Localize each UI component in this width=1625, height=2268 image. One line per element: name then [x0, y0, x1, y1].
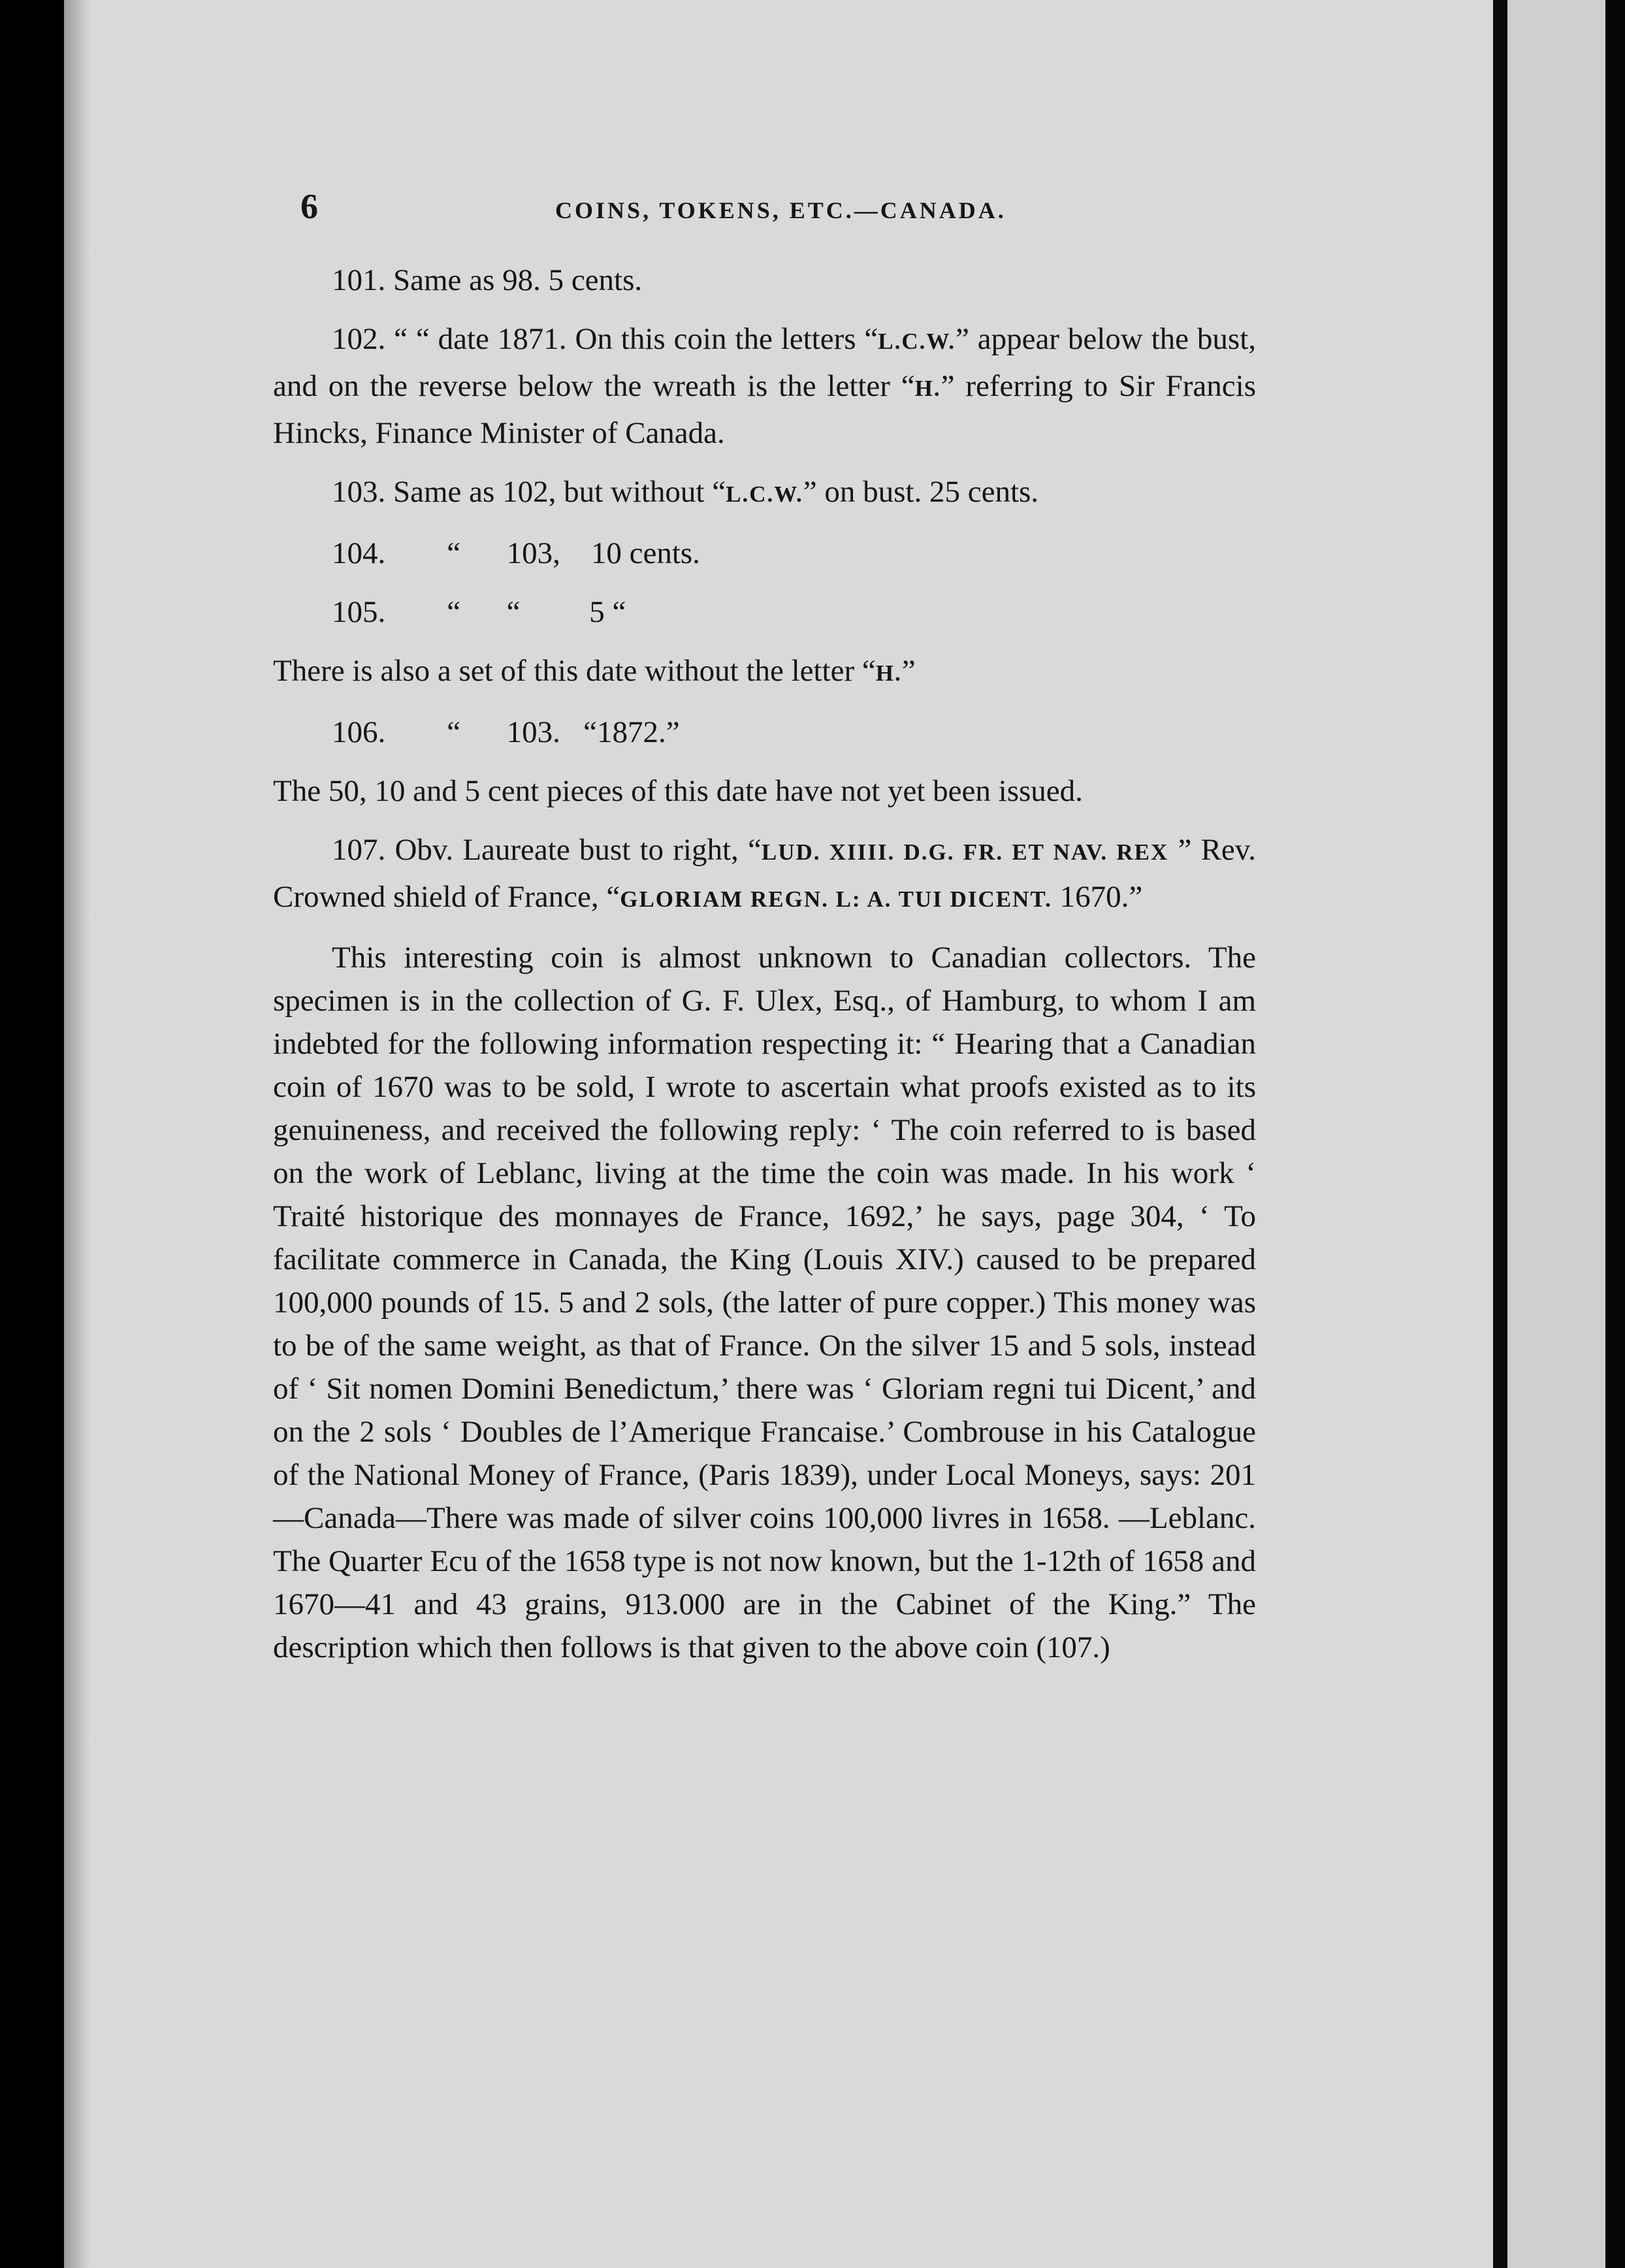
page-number: 6 [300, 187, 318, 226]
book-spine [1493, 0, 1507, 2268]
note-text-b: ” [901, 654, 916, 688]
entry-102-initials: L.C.W. [878, 329, 956, 354]
entry-101: 101. Same as 98. 5 cents. [332, 263, 643, 297]
page-header [300, 186, 1065, 232]
adjacent-page-edge [1507, 0, 1605, 2268]
entry-102-text-c: ” referring to Sir Francis Hincks, Finance Minister of Canada. [273, 369, 1256, 450]
entry-102-text-b: ” appear below the bust, and on the reverse below the wreath is the letter “ [273, 322, 1257, 403]
coin-notice-paragraph: This interesting coin is almost unknown to Canadian collectors. The specimen is in the collection of G. F. Ulex, Esq., of Hamburg, to whom I am indebted for the following information respecting it: “ Hearing that a Canadian coin of 1670 was to be sold, I wrote to ascertain what proofs existed as to its genuineness, and received the following reply: ‘ The coin referred to is based on the work of Leblanc, living at the time the coin was made. In his work ‘ Traité historique des monnayes de France, 1692,’ he says, page 304, ‘ To facilitate commerce in Canada, the King (Louis XIV.) caused to be prepared 100,000 pounds of 15. 5 and 2 sols, (the latter of pure copper.) This money was to be of the same weight, as that of France. On the silver 15 and 5 sols, instead of ‘ Sit nomen Domini Benedictum,’ there was ‘ Gloriam regni tui Dicent,’ and on the 2 sols ‘ Doubles de l’Amerique Francaise.’ Combrouse in his Catalogue of the National Money of France, (Paris 1839), under Local Moneys, says: 201—Canada—There was made of silver coins 100,000 livres in 1658. —Leblanc. The Quarter Ecu of the 1658 type is not now known, but the 1-12th of 1658 and 1670—41 and 43 grains, 913.000 are in the Cabinet of the King.” The description which then follows is that given to the above coin (107.) [273, 941, 1256, 1664]
entry-107-text-b: ” Rev. Crowned shield of France, “ [273, 833, 1256, 914]
entry-107-text-a: 107. Obv. Laureate bust to right, “ [332, 833, 762, 867]
entry-107-text-c: 1670.” [1052, 880, 1143, 914]
entry-102-text-a: 102. “ “ date 1871. On this coin the letters “ [332, 322, 878, 356]
entry-104: 104. “ 103, 10 cents. [332, 536, 700, 570]
entry-102-letter: H. [914, 376, 941, 401]
entry-102 [273, 317, 1256, 455]
entry-107-reverse-legend: GLORIAM REGN. L: A. TUI DICENT. [620, 886, 1052, 912]
entry-105: 105. “ “ 5 “ [332, 595, 626, 629]
entry-103-text-a: 103. Same as 102, but without “ [332, 475, 726, 509]
entry-103-text-b: ” on bust. 25 cents. [803, 475, 1039, 509]
entry-103-initials: L.C.W. [726, 481, 803, 507]
scan-border [1605, 0, 1625, 2268]
entry-107-obverse-legend: LUD. XIIII. D.G. FR. ET NAV. REX [761, 839, 1169, 865]
entry-103 [273, 470, 1256, 517]
note-no-letter [273, 649, 1256, 696]
gutter-shadow [64, 0, 90, 2268]
entry-106: 106. “ 103. “1872.” [332, 715, 680, 749]
page-body [273, 258, 1256, 1683]
note-letter: H. [875, 660, 902, 686]
running-title: COINS, TOKENS, ETC.—CANADA. [555, 197, 1006, 223]
entry-107 [273, 828, 1256, 922]
note-text-a: There is also a set of this date without the letter “ [273, 654, 876, 688]
note-not-issued: The 50, 10 and 5 cent pieces of this date have not yet been issued. [273, 774, 1083, 808]
